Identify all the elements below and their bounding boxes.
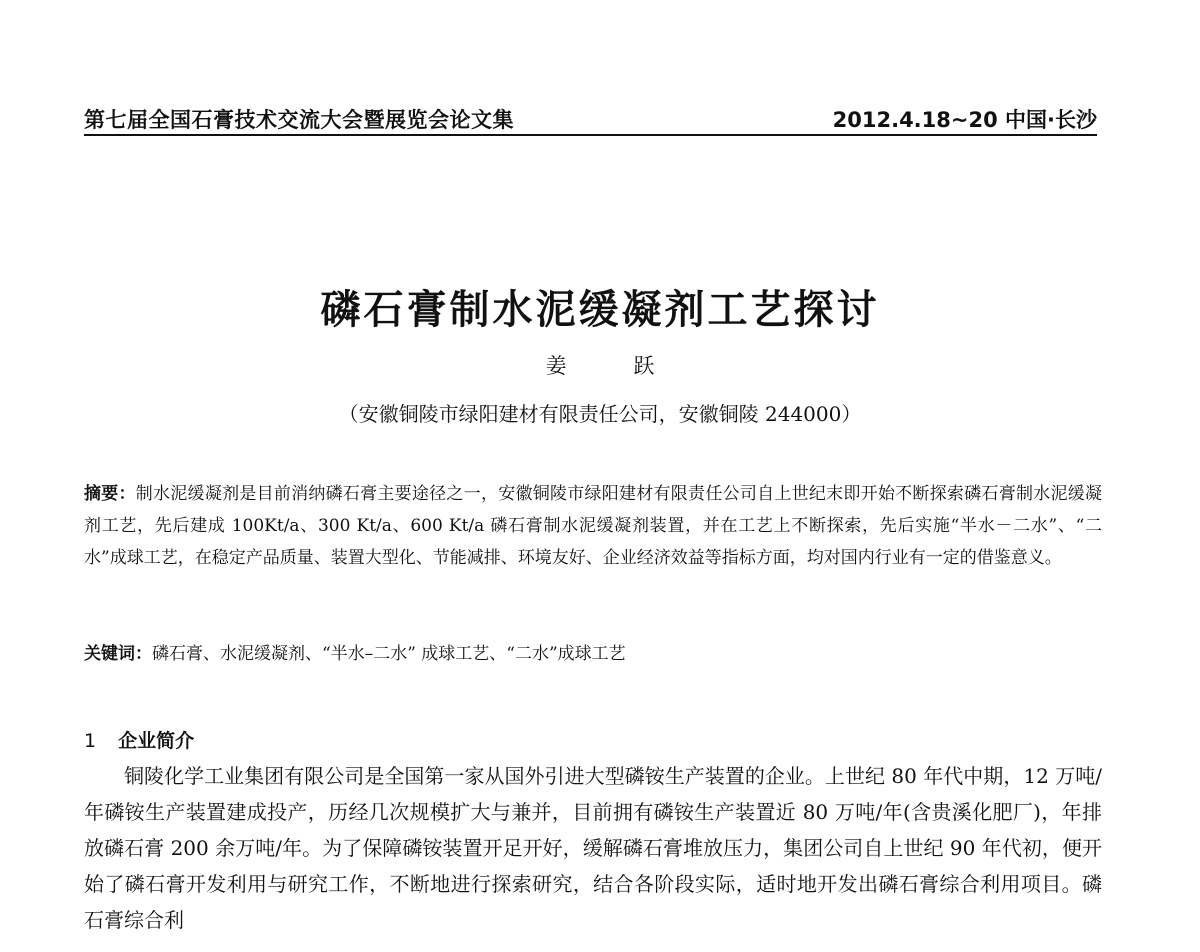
section-heading <box>84 726 194 753</box>
keywords <box>84 638 1102 670</box>
proceedings-title: 第七届全国石膏技术交流大会暨展览会论文集 <box>84 108 514 132</box>
conference-date-place: 2012.4.18~20 中国·长沙 <box>832 108 1097 132</box>
section-number: 1 <box>84 730 97 752</box>
author-affiliation: （安徽铜陵市绿阳建材有限责任公司，安徽铜陵 244000） <box>338 402 862 426</box>
section-title: 企业简介 <box>118 730 195 752</box>
abstract-text: 制水泥缓凝剂是目前消纳磷石膏主要途径之一，安徽铜陵市绿阳建材有限责任公司自上世纪末即开始不断探索磷石膏制水泥缓凝剂工艺，先后建成 100Kt/a、300 Kt/a、600 Kt/a 磷石膏制水泥缓凝剂装置，并在工艺上不断探索，先后实施“半水－二水”、“二水”成球工艺，在稳定产品质量、装置大型化、节能减排、环境友好、企业经济效益等指标方面，均对国内行业有一定的借鉴意义。 <box>84 484 1103 568</box>
abstract-label: 摘要： <box>84 484 136 504</box>
keywords-label: 关键词： <box>84 644 152 664</box>
paper-author: 姜 跃 <box>545 354 685 378</box>
paper-title: 磷石膏制水泥缓凝剂工艺探讨 <box>320 287 880 333</box>
abstract <box>84 478 1102 574</box>
section-body-paragraph: 铜陵化学工业集团有限公司是全国第一家从国外引进大型磷铵生产装置的企业。上世纪 80 年代中期，12 万吨/年磷铵生产装置建成投产，历经几次规模扩大与兼并，目前拥有磷铵生产装置近 80 万吨/年(含贵溪化肥厂)，年排放磷石膏 200 余万吨/年。为了保障磷铵装置开足开好，缓解磷石膏堆放压力，集团公司自上世纪 90 年代初，便开始了磷石膏开发利用与研究工作，不断地进行探索研究，结合各阶段实际，适时地开发出磷石膏综合利用项目。磷石膏综合利 <box>84 764 1102 932</box>
keywords-text: 磷石膏、水泥缓凝剂、“半水–二水” 成球工艺、“二水”成球工艺 <box>152 644 626 664</box>
running-header <box>84 104 1097 136</box>
